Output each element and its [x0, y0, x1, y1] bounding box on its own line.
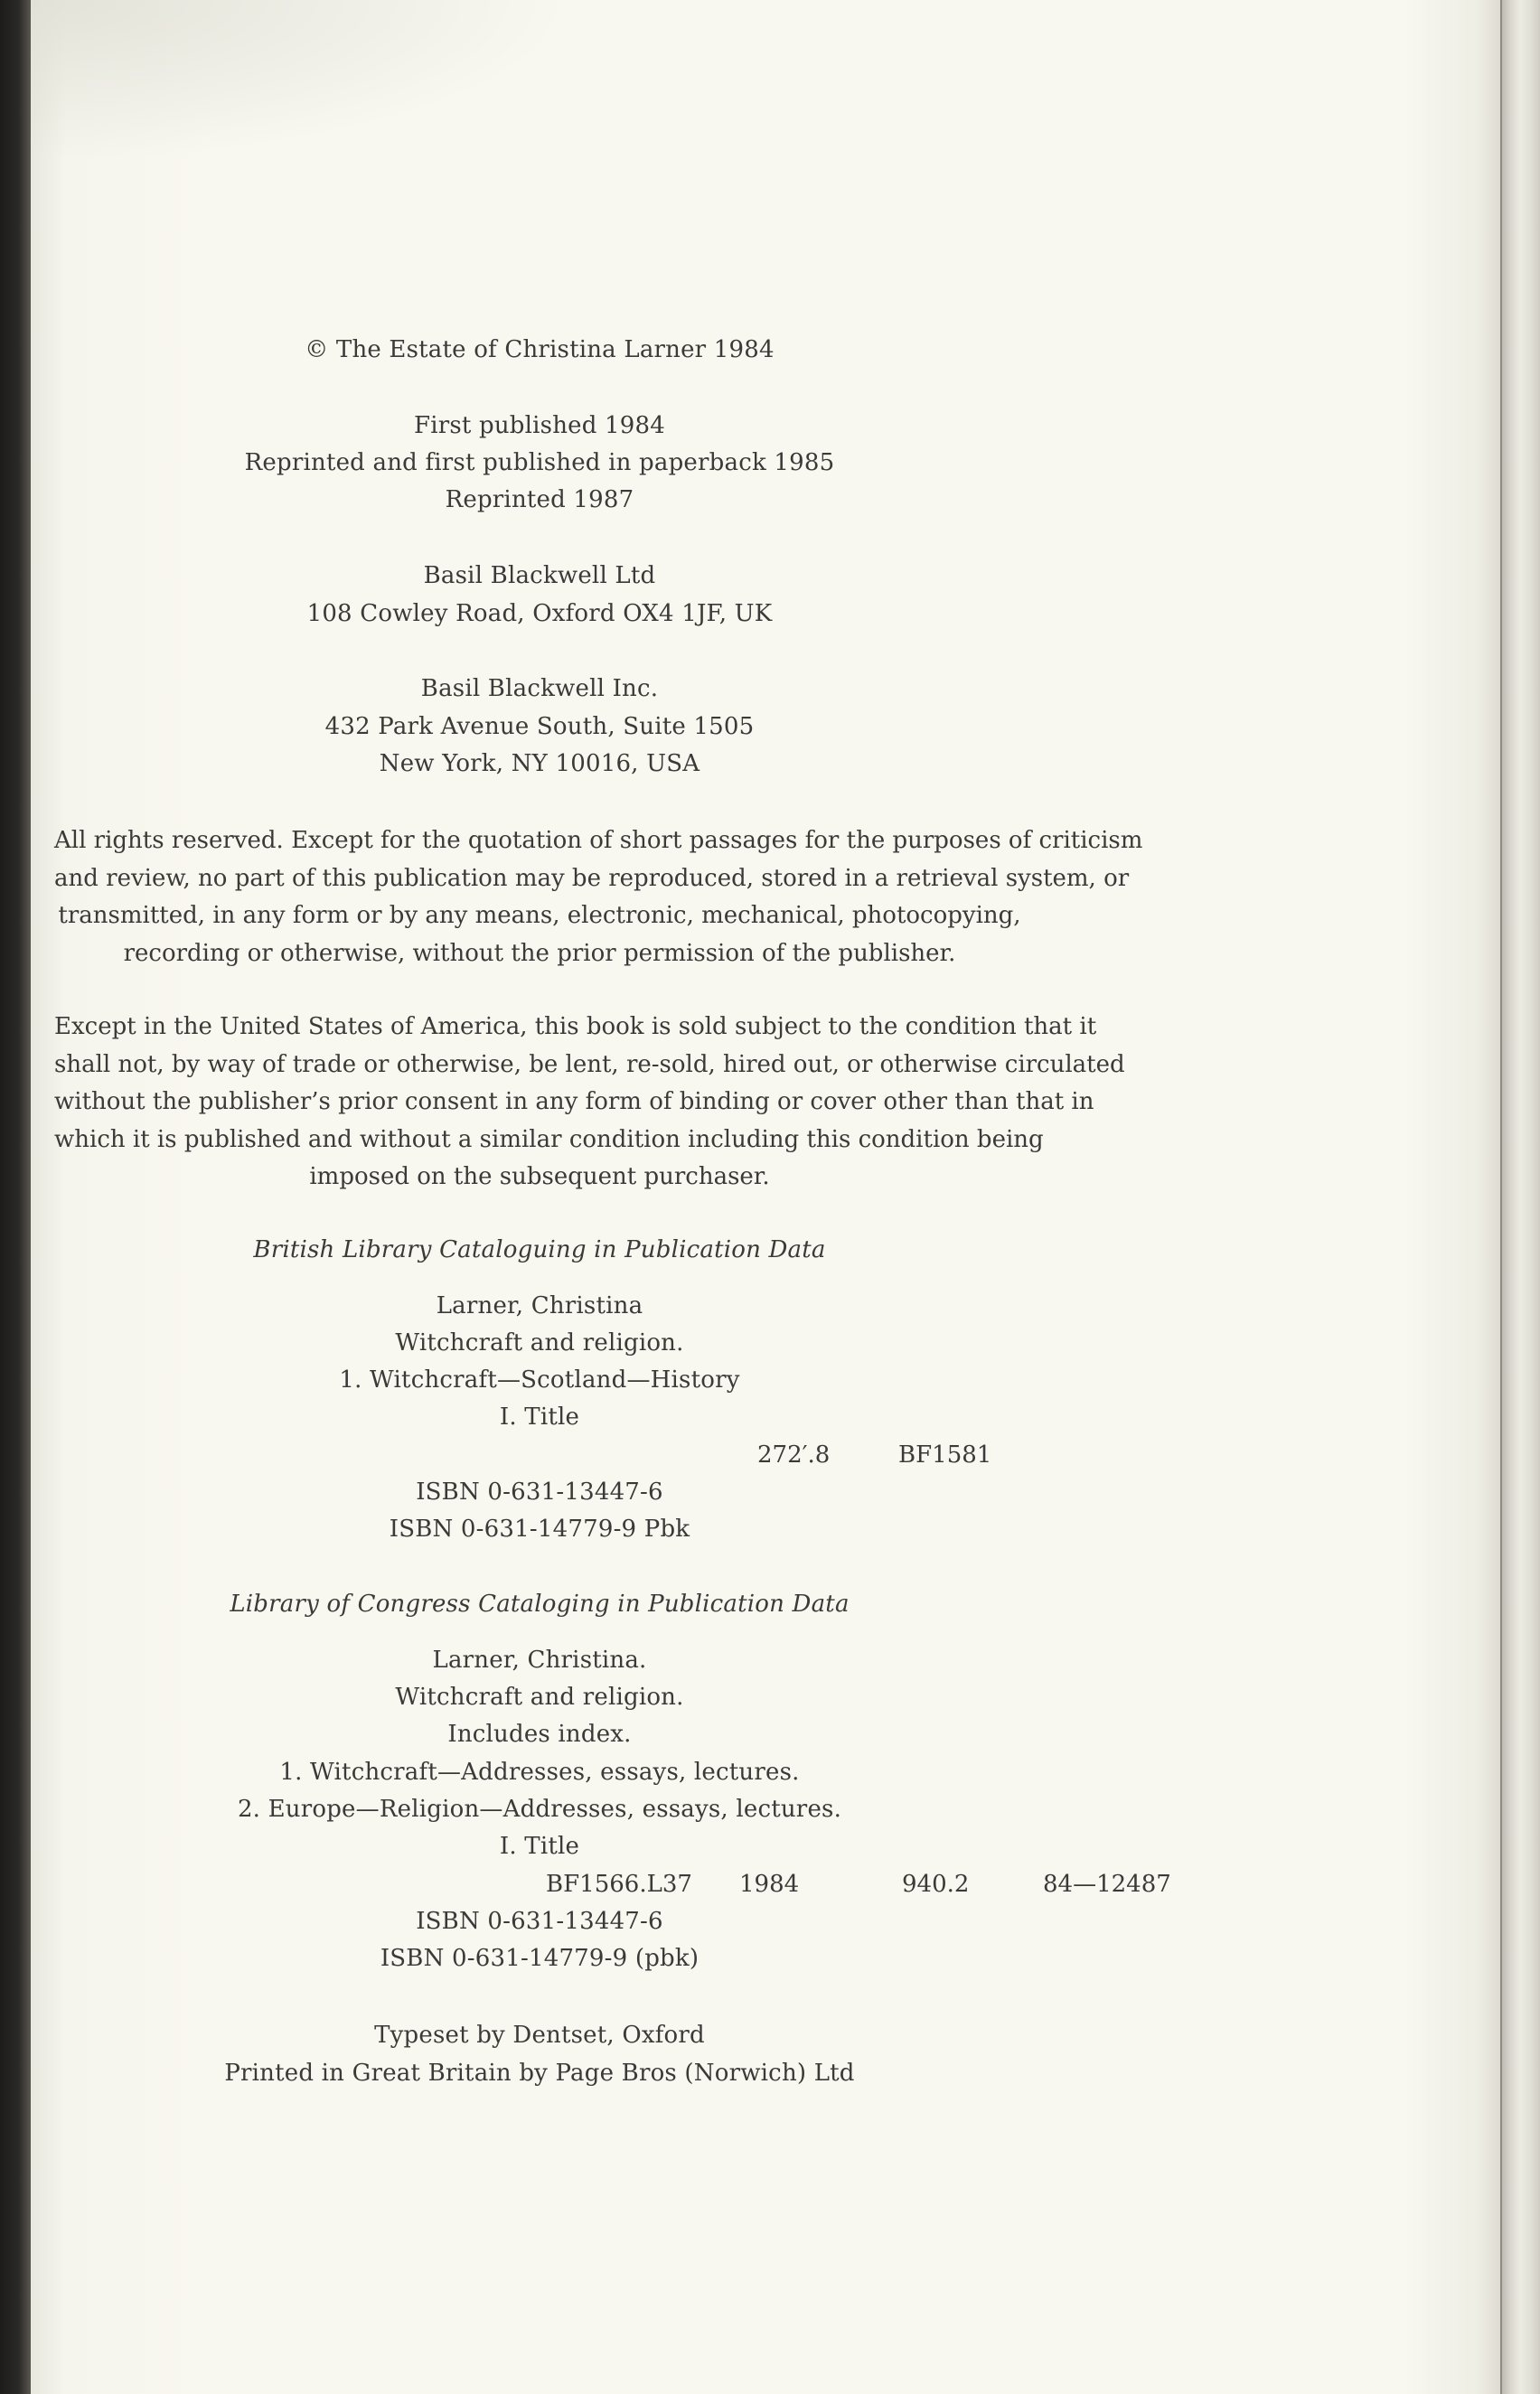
publisher-us-name: Basil Blackwell Inc.	[420, 675, 659, 702]
sale-line: which it is published and without a similar condition including this condition being	[54, 1125, 1044, 1153]
publisher-us-address-2: New York, NY 10016, USA	[379, 750, 700, 777]
bl-dewey-number: 272′.8	[757, 1441, 831, 1469]
rights-line: transmitted, in any form or by any means, electronic, mechanical, photocopying,	[58, 902, 1021, 929]
bl-cip-line: I. Title	[499, 1404, 580, 1431]
rights-line: All rights reserved. Except for the quotation of short passages for the purposes of criticism	[54, 827, 1143, 854]
loc-year: 1984	[739, 1871, 800, 1898]
loc-isbn-hardback: ISBN 0-631-13447-6	[416, 1908, 663, 1935]
bl-cip-line: Larner, Christina	[436, 1292, 643, 1319]
rights-reserved-paragraph	[54, 822, 1143, 972]
loc-cip-line: Witchcraft and religion.	[395, 1684, 684, 1711]
facing-page-edge	[1500, 0, 1540, 2394]
loc-dewey-number: 940.2	[902, 1871, 970, 1898]
loc-cip-line: I. Title	[499, 1833, 580, 1860]
loc-cip-line: Larner, Christina.	[432, 1647, 647, 1674]
publication-history-1: First published 1984	[413, 412, 666, 439]
bl-cip-line: 1. Witchcraft—Scotland—History	[339, 1366, 740, 1394]
loc-cip-line: Includes index.	[447, 1721, 632, 1748]
publisher-uk-address: 108 Cowley Road, Oxford OX4 1JF, UK	[306, 600, 773, 627]
page-corner-shade	[31, 0, 573, 163]
loc-isbn-paperback: ISBN 0-631-14779-9 (pbk)	[380, 1945, 700, 1972]
sale-line: imposed on the subsequent purchaser.	[309, 1163, 770, 1190]
sale-line: without the publisher’s prior consent in any form of binding or cover other than that in	[54, 1088, 1094, 1115]
sale-condition-paragraph	[54, 1009, 1125, 1197]
loc-call-number: BF1566.L37	[546, 1871, 692, 1898]
page-fold-line	[1500, 0, 1502, 2394]
loc-cip-heading: Library of Congress Cataloging in Publication Data	[230, 1591, 850, 1618]
loc-control-number: 84—12487	[1043, 1871, 1171, 1898]
bl-isbn-hardback: ISBN 0-631-13447-6	[416, 1479, 663, 1506]
bl-lc-number: BF1581	[898, 1441, 992, 1469]
publication-history-2: Reprinted and first published in paperback 1985	[244, 449, 835, 476]
bl-cip-line: Witchcraft and religion.	[395, 1329, 684, 1357]
loc-cip-line: 1. Witchcraft—Addresses, essays, lectures.	[279, 1759, 800, 1786]
publisher-us-address-1: 432 Park Avenue South, Suite 1505	[324, 713, 755, 740]
copyright-notice: © The Estate of Christina Larner 1984	[305, 336, 775, 363]
typesetter-credit: Typeset by Dentset, Oxford	[374, 2022, 705, 2049]
publication-history-3: Reprinted 1987	[445, 486, 634, 513]
bl-cip-heading: British Library Cataloguing in Publication Data	[253, 1236, 826, 1263]
rights-line: and review, no part of this publication may be reproduced, stored in a retrieval system, or	[54, 864, 1130, 892]
sale-line: shall not, by way of trade or otherwise, be lent, re-sold, hired out, or otherwise circulated	[54, 1050, 1125, 1078]
publisher-uk-name: Basil Blackwell Ltd	[423, 562, 656, 589]
rights-line: recording or otherwise, without the prior permission of the publisher.	[123, 939, 956, 967]
loc-cip-line: 2. Europe—Religion—Addresses, essays, lectures.	[237, 1796, 842, 1823]
sale-line: Except in the United States of America, this book is sold subject to the condition that it	[54, 1013, 1097, 1040]
printer-credit: Printed in Great Britain by Page Bros (Norwich) Ltd	[224, 2060, 855, 2087]
book-edge-shadow	[0, 0, 31, 2394]
bl-isbn-paperback: ISBN 0-631-14779-9 Pbk	[389, 1516, 690, 1543]
